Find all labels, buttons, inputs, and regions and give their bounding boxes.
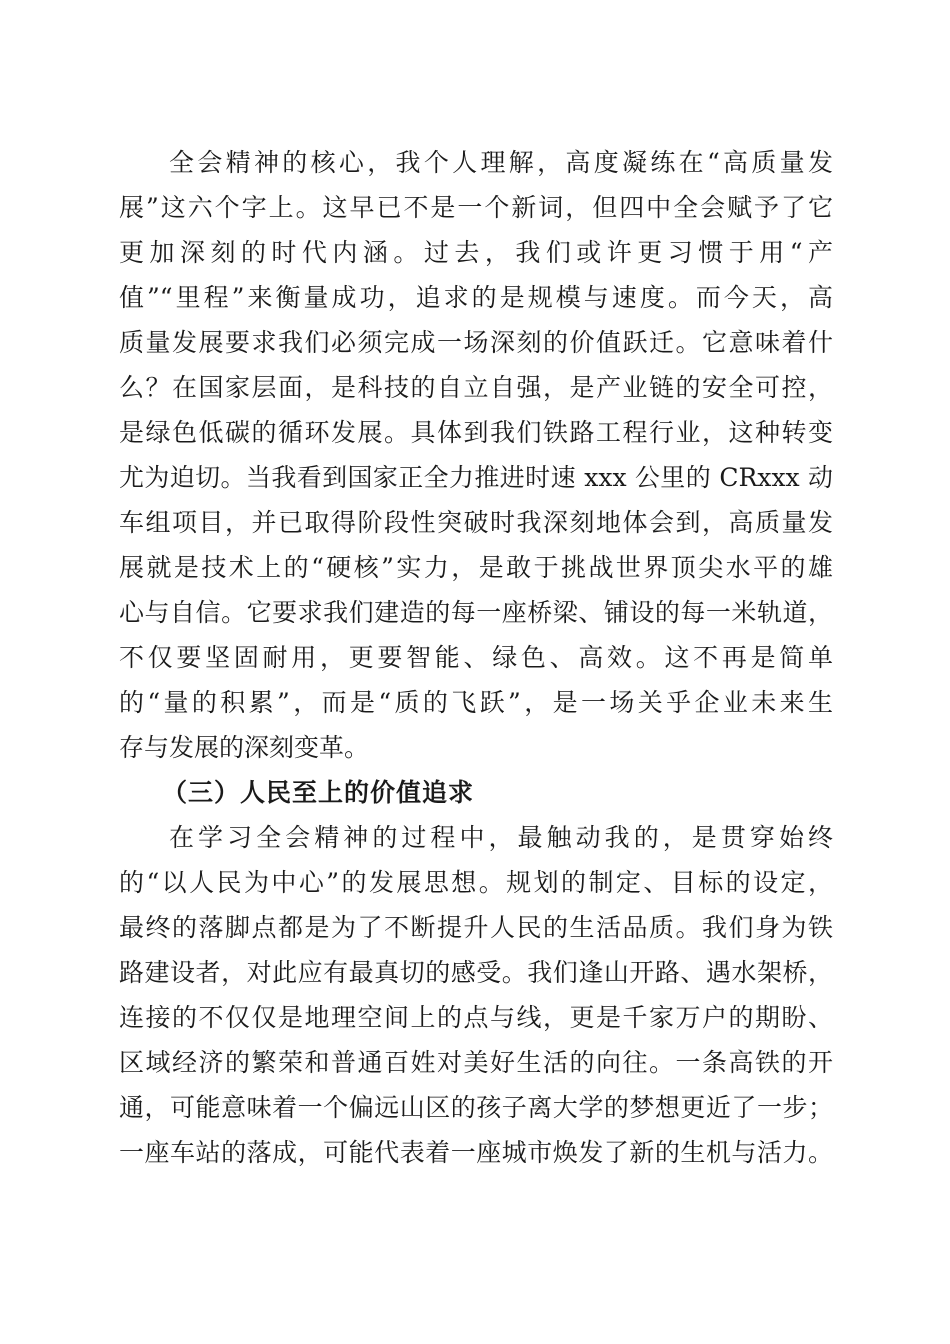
paragraph-2-line: 区域经济的繁荣和普通百姓对美好生活的向往。一条高铁的开 [119,1048,833,1077]
paragraph-1-line: 存与发展的深刻变革。 [119,733,370,762]
paragraph-1-line: 更加深刻的时代内涵。过去，我们或许更习惯于用“产 [119,238,833,267]
paragraph-1-line: 质量发展要求我们必须完成一场深刻的价值跃迁。它意味着什 [119,328,833,357]
paragraph-1-line: 值”“里程”来衡量成功，追求的是规模与速度。而今天，高 [119,283,833,312]
paragraph-1-line: 么？在国家层面，是科技的自立自强，是产业链的安全可控， [119,373,833,402]
paragraph-1-line: 展就是技术上的“硬核”实力，是敢于挑战世界顶尖水平的雄 [119,553,833,582]
paragraph-2-line: 在学习全会精神的过程中，最触动我的，是贯穿始终 [169,823,833,852]
paragraph-1-line: 是绿色低碳的循环发展。具体到我们铁路工程行业，这种转变 [119,418,833,447]
paragraph-2-line: 最终的落脚点都是为了不断提升人民的生活品质。我们身为铁 [119,913,833,942]
paragraph-1-line: 全会精神的核心，我个人理解，高度凝练在“高质量发 [169,148,833,177]
paragraph-2-line: 连接的不仅仅是地理空间上的点与线，更是千家万户的期盼、 [119,1003,833,1032]
paragraph-1-line: 心与自信。它要求我们建造的每一座桥梁、铺设的每一米轨道， [119,598,833,627]
paragraph-1-line: 车组项目，并已取得阶段性突破时我深刻地体会到，高质量发 [119,508,833,537]
paragraph-1-line: 不仅要坚固耐用，更要智能、绿色、高效。这不再是简单 [119,643,833,672]
paragraph-2-line: 通，可能意味着一个偏远山区的孩子离大学的梦想更近了一步； [119,1093,833,1122]
paragraph-2-line: 路建设者，对此应有最真切的感受。我们逢山开路、遇水架桥， [119,958,833,987]
paragraph-2-line: 的“以人民为中心”的发展思想。规划的制定、目标的设定， [119,868,833,897]
paragraph-1-line: 展”这六个字上。这早已不是一个新词，但四中全会赋予了它 [119,193,833,222]
paragraph-1-line: 的“量的积累”，而是“质的飞跃”，是一场关乎企业未来生 [119,688,833,717]
paragraph-2-line: 一座车站的落成，可能代表着一座城市焕发了新的生机与活力。 [119,1138,833,1167]
paragraph-1-line: 尤为迫切。当我看到国家正全力推进时速 xxx 公里的 CRxxx 动 [119,463,833,492]
section-heading: （三）人民至上的价值追求 [162,778,475,807]
